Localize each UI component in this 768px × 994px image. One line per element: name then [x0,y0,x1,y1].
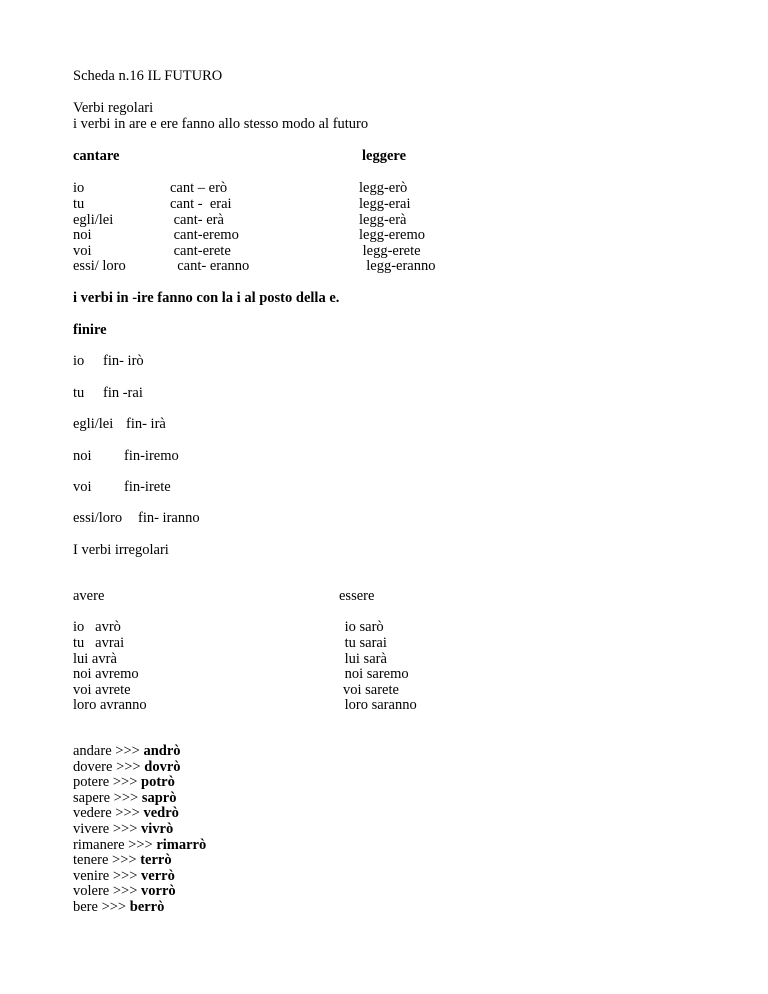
list-item [73,759,181,775]
verb-heading-essere: essere [339,588,375,604]
pronoun: voi [73,479,92,495]
essere-form: voi sarete [343,682,399,698]
cantare-form: cant - erai [170,196,232,212]
infinitive: andare [73,743,112,759]
list-item [73,852,172,868]
infinitive: tenere [73,852,109,868]
list-item [73,883,176,899]
arrow: >>> [112,852,137,868]
arrow: >>> [115,805,140,821]
leggere-form: legg-erai [359,196,411,212]
future-form: potrò [141,774,175,790]
essere-form: lui sarà [341,651,387,667]
future-form: dovrò [144,759,181,775]
verb-heading-cantare: cantare [73,148,120,164]
avere-form: voi avrete [73,682,131,698]
future-form: rimarrò [156,837,207,853]
cantare-form: cant- erà [170,212,224,228]
pronoun: egli/lei [73,212,114,228]
pronoun: egli/lei [73,416,114,432]
finire-form: fin- irò [103,353,144,369]
infinitive: venire [73,868,110,884]
arrow: >>> [115,743,140,759]
intro-line-1: Verbi regolari [73,100,154,116]
cantare-form: cant-eremo [170,227,239,243]
future-form: verrò [141,868,175,884]
avere-form: lui avrà [73,651,117,667]
avere-form: loro avranno [73,697,147,713]
infinitive: rimanere [73,837,125,853]
list-item [73,899,164,915]
ire-note: i verbi in -ire fanno con la i al posto della e. [73,290,340,306]
avere-form: noi avremo [73,666,139,682]
list-item [73,868,175,884]
pronoun: voi [73,243,92,259]
finire-form: fin -rai [103,385,143,401]
infinitive: potere [73,774,110,790]
future-form: andrò [143,743,181,759]
infinitive: vedere [73,805,112,821]
infinitive: sapere [73,790,111,806]
leggere-form: legg-eremo [359,227,426,243]
pronoun: essi/loro [73,510,123,526]
pronoun: noi [73,448,92,464]
list-item [73,837,206,853]
list-item [73,790,176,806]
infinitive: dovere [73,759,113,775]
leggere-form: legg-eranno [359,258,436,274]
arrow: >>> [128,837,153,853]
future-form: saprò [141,790,177,806]
arrow: >>> [113,790,139,806]
future-form: berrò [129,899,165,915]
leggere-form: legg-erete [359,243,421,259]
essere-form: loro saranno [341,697,417,713]
essere-form: noi saremo [341,666,409,682]
intro-line-2: i verbi in are e ere fanno allo stesso modo al futuro [73,116,369,132]
pronoun: noi [73,227,92,243]
leggere-form: legg-erò [359,180,408,196]
future-form: terrò [140,852,172,868]
finire-form: fin- iranno [138,510,200,526]
pronoun: tu [73,196,85,212]
avere-form: tu avrai [73,635,125,651]
page-title: Scheda n.16 IL FUTURO [73,68,223,84]
infinitive: bere [73,899,98,915]
list-item [73,805,179,821]
pronoun: tu [73,385,85,401]
infinitive: vivere [73,821,110,837]
irregular-heading: I verbi irregolari [73,542,169,558]
essere-form: tu sarai [341,635,387,651]
essere-form: io sarò [341,619,384,635]
leggere-form: legg-erà [359,212,407,228]
finire-form: fin-irete [124,479,171,495]
verb-heading-finire: finire [73,322,107,338]
list-item [73,743,181,759]
finire-form: fin- irà [126,416,166,432]
cantare-form: cant – erò [170,180,228,196]
infinitive: volere [73,883,110,899]
arrow: >>> [112,883,138,899]
arrow: >>> [112,774,138,790]
cantare-form: cant-erete [170,243,231,259]
avere-form: io avrò [73,619,121,635]
pronoun: essi/ loro [73,258,126,274]
finire-form: fin-iremo [124,448,179,464]
arrow: >>> [116,759,141,775]
arrow: >>> [112,821,138,837]
pronoun: io [73,353,85,369]
list-item [73,821,173,837]
verb-heading-avere: avere [73,588,105,604]
future-form: vivrò [141,821,174,837]
arrow: >>> [101,899,127,915]
pronoun: io [73,180,85,196]
future-form: vedrò [143,805,179,821]
arrow: >>> [112,868,138,884]
verb-heading-leggere: leggere [362,148,407,164]
future-form: vorrò [141,883,176,899]
cantare-form: cant- eranno [170,258,250,274]
list-item [73,774,175,790]
